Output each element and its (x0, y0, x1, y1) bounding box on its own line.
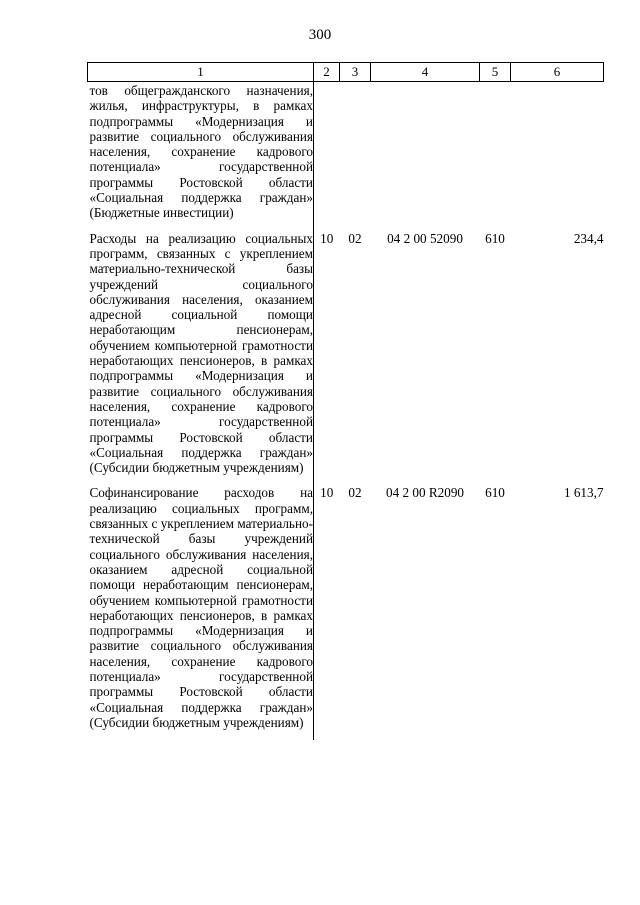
row-description: Софинансирование расходов на реализацию социальных программ, связанных с укреплением материально-технической базы учреждений социального обслуживания населения, оказанием адресной социальной помощи неработающим пенсионерам, обучением компьютерной грамотности неработающих пенсионеров, в рамках подпрограммы «Модернизация и развитие социального обслуживания населения, сохранение кадрового потенциала» государственной программы Ростовской области «Социальная поддержка граждан» (Субсидии бюджетным учреждениям) (88, 485, 314, 740)
row-description: тов общегражданского назначения, жилья, инфраструктуры, в рамках подпрограммы «Модернизация и развитие социального обслуживания населения, сохранение кадрового потенциала» государственной программы Ростовской области «Социальная поддержка граждан» (Бюджетные инвестиции) (88, 82, 314, 231)
row-expense-type (480, 82, 511, 231)
table-row (88, 82, 604, 231)
row-subsection: 02 (348, 485, 362, 501)
row-section (314, 82, 340, 231)
column-header-1: 1 (88, 63, 314, 82)
table-row (88, 231, 604, 486)
row-description: Расходы на реализацию социальных программ, связанных с укреплением материально-технической базы учреждений социального обслуживания населения, оказанием адресной социальной помощи неработающим пенсионерам, обучением компьютерной грамотности неработающих пенсионеров, в рамках подпрограммы «Модернизация и развитие социального обслуживания населения, сохранение кадрового потенциала» государственной программы Ростовской области «Социальная поддержка граждан» (Субсидии бюджетным учреждениям) (88, 231, 314, 486)
column-header-6: 6 (511, 63, 604, 82)
table-row (88, 485, 604, 740)
row-section: 10 (320, 230, 334, 246)
column-header-2: 2 (314, 63, 340, 82)
page-number: 300 (308, 27, 332, 43)
row-amount: 1 613,7 (563, 485, 604, 501)
budget-table (87, 62, 604, 740)
row-subsection: 02 (348, 230, 362, 246)
column-header-5: 5 (480, 63, 511, 82)
column-header-3: 3 (340, 63, 371, 82)
row-expense-type: 610 (485, 485, 505, 501)
row-target-code (371, 82, 480, 231)
row-amount: 234,4 (573, 230, 604, 246)
row-target-code: 04 2 00 52090 (387, 230, 463, 246)
row-amount (511, 82, 604, 231)
row-section: 10 (320, 485, 334, 501)
row-expense-type: 610 (485, 230, 505, 246)
row-subsection (340, 82, 371, 231)
column-header-4: 4 (371, 63, 480, 82)
table-header-row (88, 63, 604, 82)
row-target-code: 04 2 00 R2090 (385, 485, 465, 501)
